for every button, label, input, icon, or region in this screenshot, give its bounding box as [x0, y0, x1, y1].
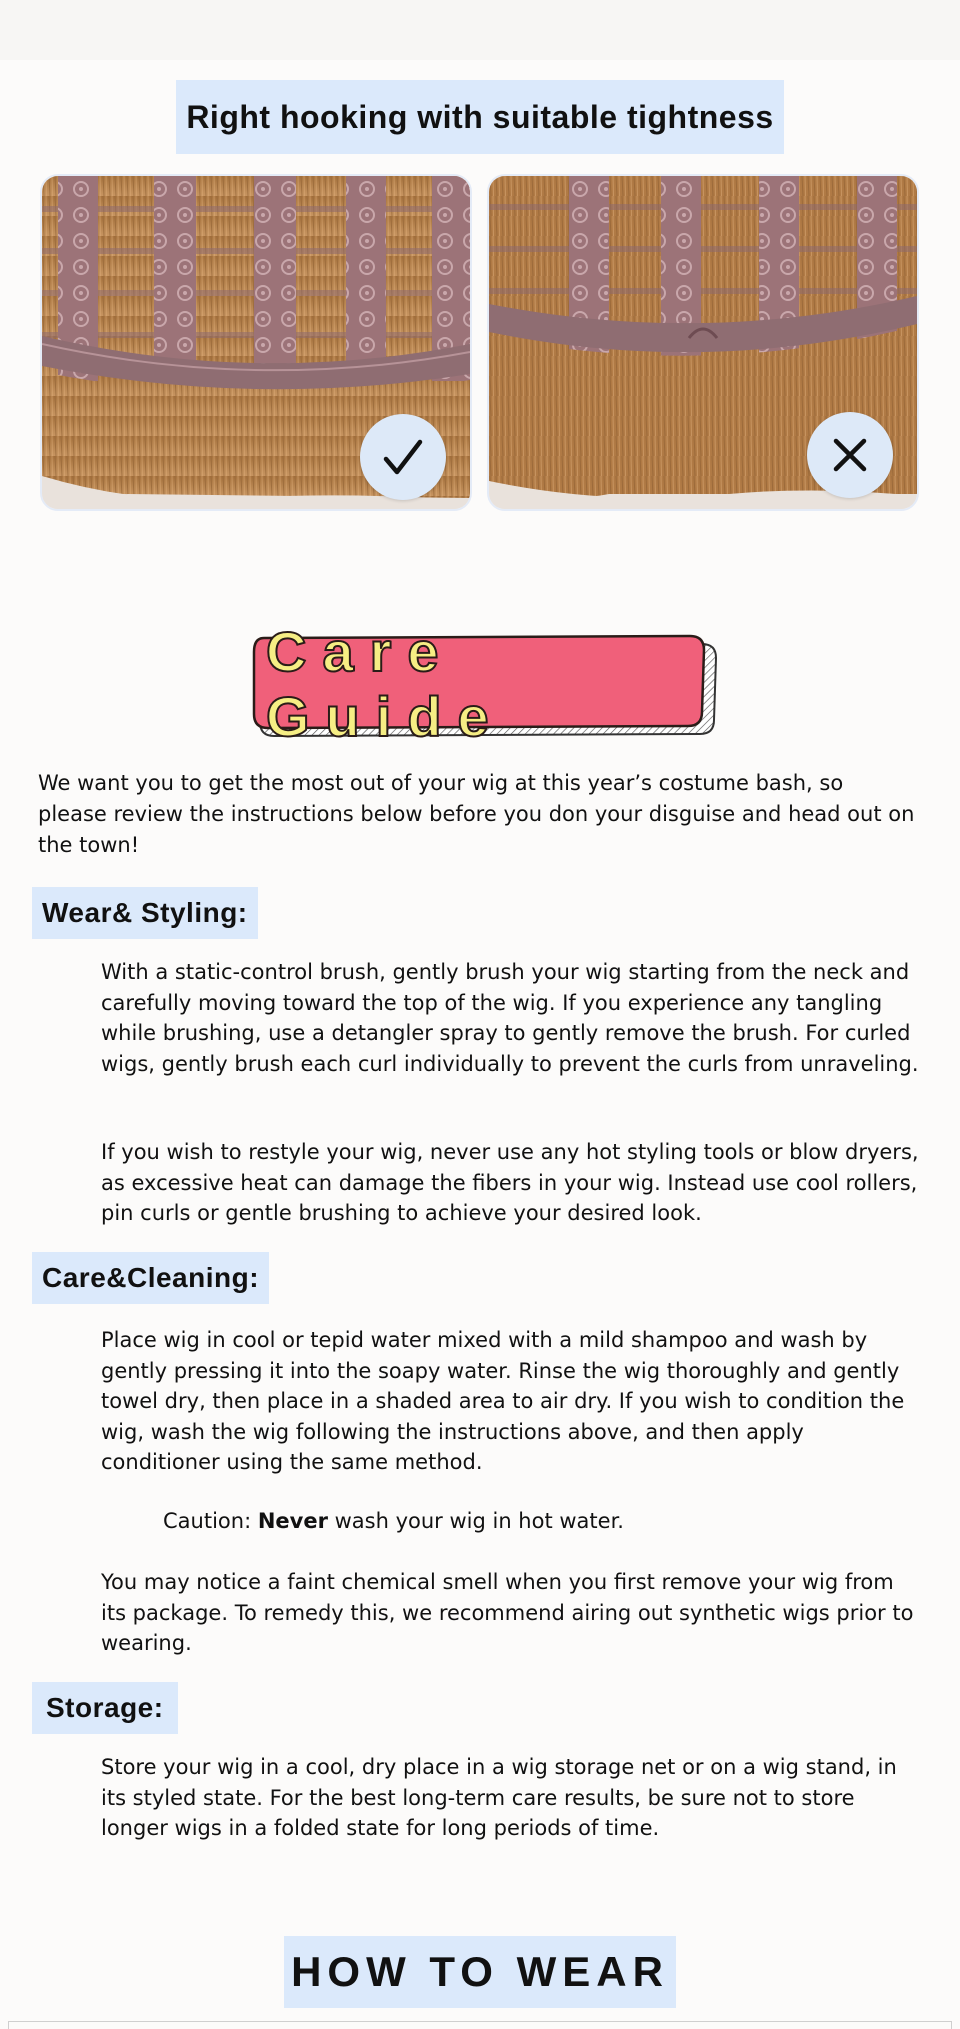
correct-hooking-photo [40, 174, 472, 511]
hook-section-title: Right hooking with suitable tightness [176, 80, 784, 154]
caution-note [163, 1506, 624, 1536]
wear-styling-heading: Wear& Styling: [32, 887, 258, 939]
storage-heading: Storage: [32, 1682, 178, 1734]
correct-badge [360, 414, 446, 500]
caution-suffix: wash your wig in hot water. [327, 1509, 624, 1533]
care-guide-banner [250, 620, 718, 748]
intro-paragraph: We want you to get the most out of your wig at this year’s costume bash, so please review the instructions below before you don your disguise and head out on the town! [38, 771, 915, 857]
wrong-hooking-photo [487, 174, 919, 511]
storage-paragraph: Store your wig in a cool, dry place in a wig storage net or on a wig stand, in its styled state. For the best long-term care results, be sure not to store longer wigs in a folded state for long periods of time. [101, 1755, 897, 1840]
x-mark-icon [830, 435, 870, 475]
care-cleaning-paragraph-2: You may notice a faint chemical smell when you first remove your wig from its package. To remedy this, we recommend airing out synthetic wigs prior to wearing. [101, 1570, 914, 1655]
wear-styling-paragraph-1: With a static-control brush, gently brush your wig starting from the neck and carefully moving toward the top of the wig. If you experience any tangling while brushing, use a detangler spray to gently remove the brush. For curled wigs, gently brush each curl individually to prevent the curls from unraveling. [101, 960, 919, 1076]
care-cleaning-paragraph-1: Place wig in cool or tepid water mixed with a mild shampoo and wash by gently pressing it into the soapy water. Rinse the wig thoroughly and gently towel dry, then place in a shaded area to air dry. If you wish to condition the wig, wash the wig following the instructions above, and then apply conditioner using the same method. [101, 1328, 905, 1474]
wrong-badge [807, 412, 893, 498]
next-section-edge [8, 2021, 952, 2029]
caution-emphasis: Never [257, 1509, 328, 1533]
top-strip [0, 0, 960, 60]
checkmark-icon [380, 434, 426, 480]
care-guide-title: Care Guide [266, 620, 505, 748]
care-cleaning-heading: Care&Cleaning: [32, 1252, 269, 1304]
caution-prefix: Caution: [163, 1509, 258, 1533]
how-to-wear-title: HOW TO WEAR [284, 1936, 676, 2008]
wear-styling-paragraph-2: If you wish to restyle your wig, never use any hot styling tools or blow dryers, as excessive heat can damage the fibers in your wig. Instead use cool rollers, pin curls or gentle brushing to achieve your desired look. [101, 1140, 919, 1225]
